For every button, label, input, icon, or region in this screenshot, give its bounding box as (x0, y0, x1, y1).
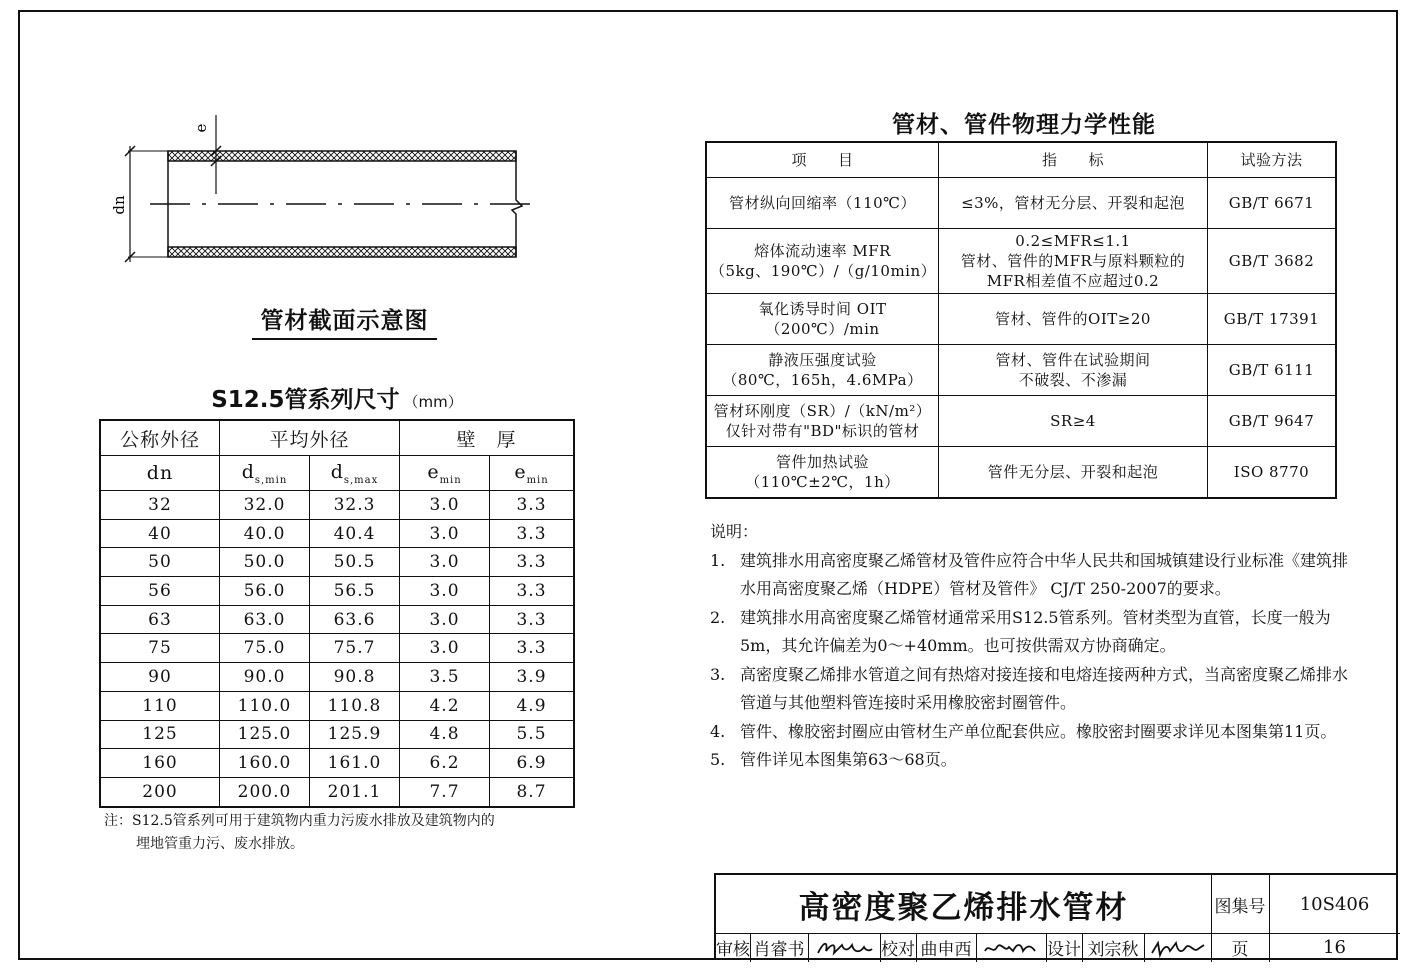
remark-item (710, 604, 1350, 661)
remark-text: 管件、橡胶密封圈应由管材生产单位配套供应。橡胶密封圈要求详见本图集第11页。 (740, 721, 1337, 741)
diagram-title: 管材截面示意图 (252, 302, 437, 340)
size-cell: 8.7 (490, 777, 575, 806)
props-method: GB/T 6671 (1208, 178, 1337, 229)
props-item (706, 229, 939, 294)
size-table-row (100, 519, 574, 548)
size-cell: 4.8 (400, 720, 490, 749)
remark-item (710, 661, 1350, 718)
size-cell: 75.7 (310, 634, 400, 663)
size-table-title-text: S12.5管系列尺寸 (211, 387, 400, 413)
remark-number: 2. (710, 607, 726, 627)
size-table-row (100, 491, 574, 520)
note-line-1: 注：S12.5管系列可用于建筑物内重力污废水排放及建筑物内的 (104, 813, 495, 829)
size-cell: 110.0 (220, 691, 310, 720)
props-item-line: 氧化诱导时间 OIT (758, 300, 887, 318)
props-item-line: （5kg、190℃）/（g/10min） (710, 262, 937, 280)
drawing-title: 高密度聚乙烯排水管材 (716, 875, 1212, 934)
size-cell: 110.8 (310, 691, 400, 720)
props-spec-line: 管材、管件的MFR与原料颗粒的 (960, 252, 1186, 270)
props-item-line: 管材环刚度（SR）/（kN/m²） (713, 402, 932, 420)
props-spec-line: SR≥4 (1050, 412, 1096, 430)
remark-item (710, 718, 1350, 747)
checker-name: 曲申西 (916, 933, 977, 962)
size-cell: 161.0 (310, 749, 400, 778)
size-cell: 3.5 (400, 663, 490, 692)
size-cell: 6.2 (400, 749, 490, 778)
props-header-method: 试验方法 (1208, 142, 1337, 178)
remark-number: 1. (710, 550, 726, 570)
props-spec-line: 不破裂、不渗漏 (1018, 371, 1128, 389)
size-cell: 160.0 (220, 749, 310, 778)
size-cell: 56 (100, 577, 220, 606)
size-table-row (100, 691, 574, 720)
design-label: 设计 (1046, 933, 1083, 962)
props-item (706, 178, 939, 229)
reviewer-name: 肖睿书 (750, 933, 809, 962)
size-cell: 200 (100, 777, 220, 806)
size-cell: 3.0 (400, 519, 490, 548)
page-number: 16 (1323, 937, 1346, 958)
size-cell: 3.3 (490, 634, 575, 663)
size-cell: 5.5 (490, 720, 575, 749)
size-cell: 32 (100, 491, 220, 520)
props-spec (939, 345, 1208, 396)
size-table-row (100, 749, 574, 778)
size-cell: 3.0 (400, 577, 490, 606)
size-cell: 6.9 (490, 749, 575, 778)
size-cell: 4.2 (400, 691, 490, 720)
props-item-line: 熔体流动速率 MFR (754, 242, 891, 260)
size-cell: 200.0 (220, 777, 310, 806)
size-cell: 63.0 (220, 605, 310, 634)
header-dn: dn (100, 456, 220, 491)
size-cell: 50.5 (310, 548, 400, 577)
props-item-line: 静液压强度试验 (768, 351, 877, 369)
size-cell: 75 (100, 634, 220, 663)
size-cell: 56.0 (220, 577, 310, 606)
remark-item (710, 547, 1350, 604)
dn-label: dn (110, 195, 128, 215)
props-method: GB/T 6111 (1208, 345, 1337, 396)
remarks-heading: 说明： (710, 522, 759, 541)
remark-text: 建筑排水用高密度聚乙烯管材及管件应符合中华人民共和国城镇建设行业标准《建筑排水用高密度聚乙烯（HDPE）管材及管件》 CJ/T 250-2007的要求。 (740, 550, 1349, 598)
props-item-line: （80℃，165h，4.6MPa） (722, 371, 923, 389)
size-cell: 160 (100, 749, 220, 778)
size-cell: 40.0 (220, 519, 310, 548)
designer-name: 刘宗秋 (1082, 933, 1145, 962)
props-spec (939, 229, 1208, 294)
props-item (706, 345, 939, 396)
size-cell: 90.8 (310, 663, 400, 692)
remark-number: 4. (710, 721, 726, 741)
header-e-min: $e_{min}$ (400, 456, 490, 491)
props-table-row (706, 396, 1336, 447)
header-nominal: 公称外径 (100, 420, 220, 456)
props-table-row (706, 294, 1336, 345)
props-method: GB/T 9647 (1208, 396, 1337, 447)
size-cell: 50 (100, 548, 220, 577)
check-label: 校对 (880, 933, 917, 962)
size-cell: 125.0 (220, 720, 310, 749)
atlas-label: 图集号 (1211, 875, 1270, 934)
props-header-spec: 指 标 (939, 142, 1208, 178)
props-spec (939, 294, 1208, 345)
size-table-title (100, 381, 574, 414)
remark-item (710, 746, 1350, 775)
size-table-unit: （mm） (403, 393, 463, 411)
size-cell: 3.3 (490, 548, 575, 577)
size-table-note (104, 810, 495, 856)
props-item (706, 447, 939, 499)
props-spec-line: 管材、管件在试验期间 (995, 351, 1151, 369)
props-table (705, 141, 1337, 499)
remark-number: 3. (710, 664, 726, 684)
props-spec (939, 447, 1208, 499)
remarks (710, 518, 1350, 775)
header-wall: 壁 厚 (400, 420, 575, 456)
size-table-row (100, 577, 574, 606)
size-table-row (100, 777, 574, 806)
props-spec (939, 178, 1208, 229)
size-cell: 3.0 (400, 605, 490, 634)
note-line-2: 埋地管重力污、废水排放。 (136, 836, 304, 852)
size-table (99, 419, 575, 808)
title-block (714, 873, 1398, 960)
size-cell: 3.0 (400, 491, 490, 520)
props-method: ISO 8770 (1208, 447, 1337, 499)
size-cell: 7.7 (400, 777, 490, 806)
props-item-line: 仅针对带有"BD"标识的管材 (725, 422, 920, 440)
size-cell: 63 (100, 605, 220, 634)
size-cell: 3.3 (490, 605, 575, 634)
size-cell: 125 (100, 720, 220, 749)
props-method: GB/T 17391 (1208, 294, 1337, 345)
size-cell: 3.9 (490, 663, 575, 692)
header-e-min-2: $e_{min}$ (490, 456, 575, 491)
size-table-row (100, 720, 574, 749)
size-cell: 3.3 (490, 491, 575, 520)
props-table-row (706, 229, 1336, 294)
page-label: 页 (1211, 933, 1270, 962)
e-label: e (192, 123, 210, 133)
size-table-row (100, 548, 574, 577)
header-ds-min: $d_{s,min}$ (220, 456, 310, 491)
size-cell: 56.5 (310, 577, 400, 606)
pipe-section-diagram (100, 110, 540, 280)
size-cell: 50.0 (220, 548, 310, 577)
props-item-line: （200℃）/min (765, 320, 880, 338)
checker-signature (976, 933, 1047, 962)
size-cell: 40 (100, 519, 220, 548)
size-cell: 110 (100, 691, 220, 720)
size-cell: 63.6 (310, 605, 400, 634)
props-spec-line: ≤3%，管材无分层、开裂和起泡 (961, 194, 1185, 212)
size-cell: 4.9 (490, 691, 575, 720)
props-spec (939, 396, 1208, 447)
size-cell: 201.1 (310, 777, 400, 806)
size-cell: 90 (100, 663, 220, 692)
size-cell: 3.3 (490, 577, 575, 606)
size-cell: 3.0 (400, 548, 490, 577)
size-cell: 32.0 (220, 491, 310, 520)
props-item-line: 管材纵向回缩率（110℃） (729, 194, 916, 212)
props-table-row (706, 345, 1336, 396)
atlas-number: 10S406 (1269, 875, 1400, 934)
props-item (706, 396, 939, 447)
size-cell: 32.3 (310, 491, 400, 520)
size-table-row (100, 605, 574, 634)
remark-text: 管件详见本图集第63～68页。 (740, 750, 957, 769)
size-table-row (100, 663, 574, 692)
props-item-line: 管件加热试验 (775, 453, 869, 471)
props-item (706, 294, 939, 345)
size-cell: 75.0 (220, 634, 310, 663)
props-spec-line: MFR相差值不应超过0.2 (986, 272, 1160, 290)
remark-text: 建筑排水用高密度聚乙烯管材通常采用S12.5管系列。管材类型为直管，长度一般为5m，其允许偏差为0～+40mm。也可按供需双方协商确定。 (740, 607, 1331, 655)
size-cell: 90.0 (220, 663, 310, 692)
size-cell: 3.3 (490, 519, 575, 548)
size-cell: 40.4 (310, 519, 400, 548)
size-cell: 3.0 (400, 634, 490, 663)
props-table-row (706, 447, 1336, 499)
header-ds-max: $d_{s,max}$ (310, 456, 400, 491)
review-label: 审核 (716, 933, 751, 962)
reviewer-signature (808, 933, 881, 962)
header-avg-od: 平均外径 (220, 420, 400, 456)
size-table-row (100, 634, 574, 663)
designer-signature (1144, 933, 1212, 962)
props-header-item: 项 目 (706, 142, 939, 178)
remark-number: 5. (710, 750, 726, 769)
remark-text: 高密度聚乙烯排水管道之间有热熔对接连接和电熔连接两种方式，当高密度聚乙烯排水管道与其他塑料管连接时采用橡胶密封圈管件。 (740, 664, 1349, 712)
size-cell: 125.9 (310, 720, 400, 749)
pipe-wall-bottom (168, 247, 516, 257)
props-spec-line: 0.2≤MFR≤1.1 (1015, 232, 1131, 250)
props-table-row (706, 178, 1336, 229)
props-table-title: 管材、管件物理力学性能 (892, 112, 1156, 138)
props-spec-line: 管材、管件的OIT≥20 (995, 310, 1151, 328)
props-item-line: （110℃±2℃，1h） (745, 473, 900, 491)
props-spec-line: 管件无分层、开裂和起泡 (987, 463, 1159, 481)
props-method: GB/T 3682 (1208, 229, 1337, 294)
